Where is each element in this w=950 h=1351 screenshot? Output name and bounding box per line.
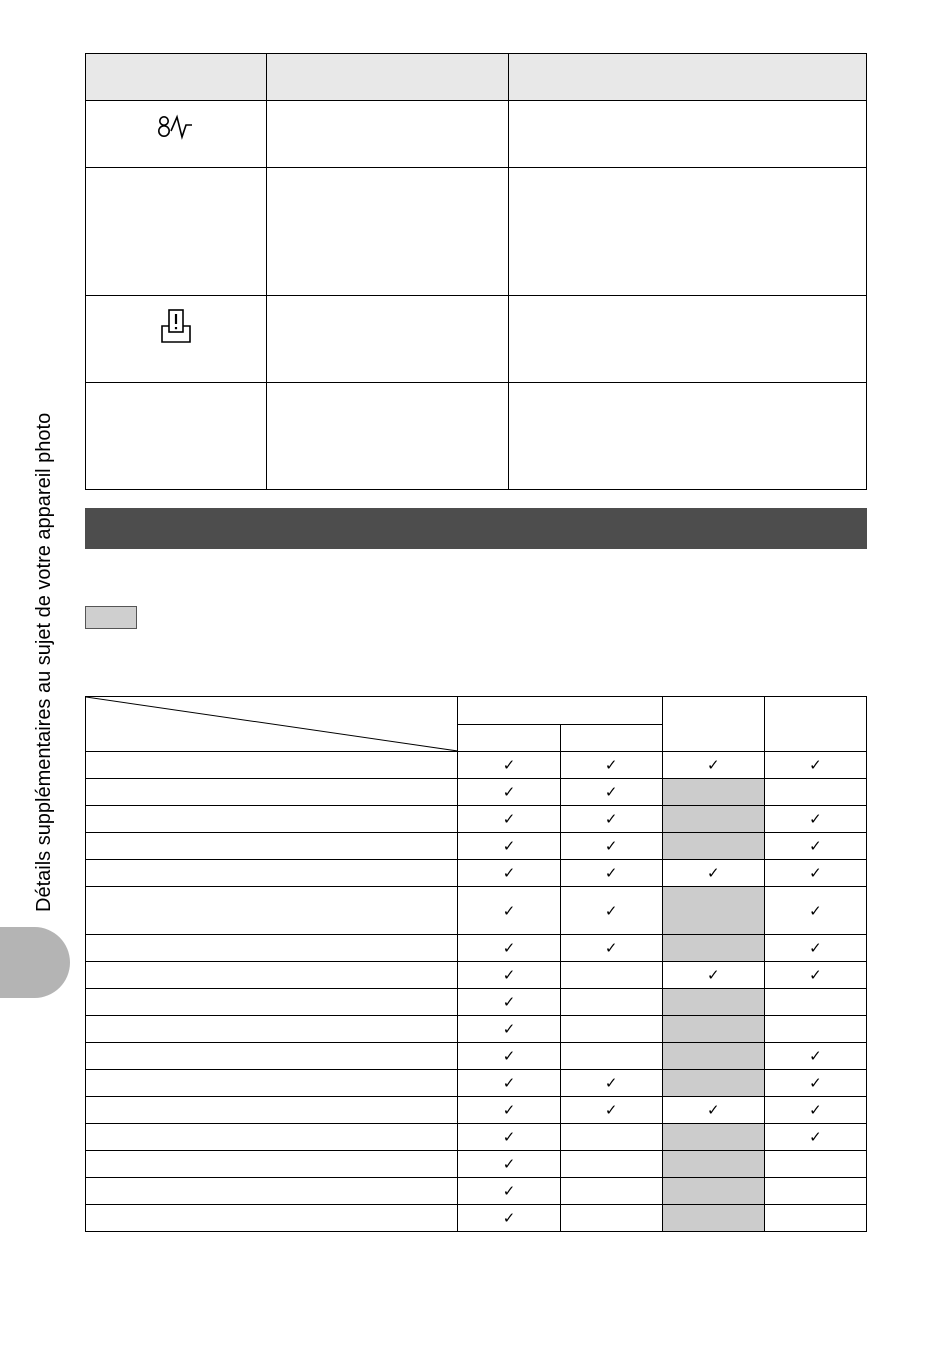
availability-cell xyxy=(560,1097,662,1124)
availability-cell xyxy=(560,1043,662,1070)
availability-cell xyxy=(560,1016,662,1043)
availability-cell xyxy=(458,887,560,935)
check-mark-icon: ✓ xyxy=(809,1075,822,1092)
function-table-row xyxy=(86,1124,867,1151)
function-label-cell xyxy=(86,887,458,935)
availability-cell xyxy=(458,1070,560,1097)
check-mark-icon: ✓ xyxy=(706,757,720,774)
error-table-icon-cell xyxy=(86,168,267,296)
function-table-row xyxy=(86,1097,867,1124)
availability-cell xyxy=(560,1070,662,1097)
check-mark-icon: ✓ xyxy=(809,865,822,882)
function-table-row xyxy=(86,752,867,779)
check-mark-icon: ✓ xyxy=(502,1183,516,1200)
check-mark-icon: ✓ xyxy=(809,811,822,828)
check-mark-icon: ✓ xyxy=(604,757,618,774)
check-mark-icon: ✓ xyxy=(604,1075,618,1092)
check-mark-icon: ✓ xyxy=(502,940,516,957)
function-table-row xyxy=(86,962,867,989)
legend-shaded-chip xyxy=(85,606,137,629)
check-mark-icon: ✓ xyxy=(502,811,516,828)
check-mark-icon: ✓ xyxy=(502,1129,516,1146)
function-table-header-cell xyxy=(764,697,866,752)
availability-cell xyxy=(764,962,866,989)
function-availability-table xyxy=(85,696,867,1232)
availability-cell xyxy=(458,833,560,860)
availability-cell xyxy=(458,1097,560,1124)
availability-cell xyxy=(764,989,866,1016)
function-table-row xyxy=(86,887,867,935)
error-table-row xyxy=(86,101,867,168)
availability-cell xyxy=(662,833,764,860)
check-mark-icon: ✓ xyxy=(502,757,516,774)
availability-cell xyxy=(662,860,764,887)
error-table-row xyxy=(86,383,867,490)
availability-cell xyxy=(662,887,764,935)
function-table-row xyxy=(86,1016,867,1043)
check-mark-icon: ✓ xyxy=(502,1210,516,1227)
check-mark-icon: ✓ xyxy=(706,1102,720,1119)
availability-cell xyxy=(560,1178,662,1205)
availability-cell xyxy=(764,1097,866,1124)
check-mark-icon: ✓ xyxy=(604,784,618,801)
error-table-cell xyxy=(266,296,509,383)
error-table-header-cell xyxy=(266,54,509,101)
availability-cell xyxy=(560,833,662,860)
availability-cell xyxy=(764,1070,866,1097)
error-table-header-row xyxy=(86,54,867,101)
section-heading-bar xyxy=(85,508,867,549)
function-table-row xyxy=(86,1178,867,1205)
error-table-header-cell xyxy=(86,54,267,101)
check-mark-icon: ✓ xyxy=(502,784,516,801)
availability-cell xyxy=(662,1178,764,1205)
check-mark-icon: ✓ xyxy=(809,967,822,984)
availability-cell xyxy=(458,1151,560,1178)
function-label-cell xyxy=(86,1124,458,1151)
function-label-cell xyxy=(86,752,458,779)
availability-cell xyxy=(458,1043,560,1070)
availability-cell xyxy=(764,806,866,833)
check-mark-icon: ✓ xyxy=(809,940,822,957)
function-table-row xyxy=(86,1070,867,1097)
error-table-cell xyxy=(509,296,867,383)
error-table-header-cell xyxy=(509,54,867,101)
function-label-cell xyxy=(86,989,458,1016)
availability-cell xyxy=(764,860,866,887)
function-label-cell xyxy=(86,806,458,833)
error-table-cell xyxy=(266,168,509,296)
function-label-cell xyxy=(86,1151,458,1178)
error-table-row xyxy=(86,168,867,296)
error-table-cell xyxy=(509,383,867,490)
printer-error-icon xyxy=(156,308,196,344)
function-table-row xyxy=(86,989,867,1016)
availability-cell xyxy=(764,935,866,962)
error-table-icon-cell xyxy=(86,101,267,168)
function-table-header-row xyxy=(86,697,867,725)
battery-empty-icon xyxy=(156,113,196,145)
check-mark-icon: ✓ xyxy=(604,902,618,920)
check-mark-icon: ✓ xyxy=(502,838,516,855)
function-table-subheader-cell xyxy=(560,725,662,752)
check-mark-icon: ✓ xyxy=(604,1102,618,1119)
function-label-cell xyxy=(86,833,458,860)
error-table-cell xyxy=(509,168,867,296)
error-table-row xyxy=(86,296,867,383)
check-mark-icon: ✓ xyxy=(809,902,822,920)
availability-cell xyxy=(560,806,662,833)
availability-cell xyxy=(662,1124,764,1151)
function-label-cell xyxy=(86,779,458,806)
check-mark-icon: ✓ xyxy=(502,967,516,984)
function-table-corner-cell xyxy=(86,697,458,752)
availability-cell xyxy=(662,1016,764,1043)
availability-cell xyxy=(560,1205,662,1232)
availability-cell xyxy=(764,1178,866,1205)
availability-cell xyxy=(458,1205,560,1232)
availability-cell xyxy=(560,962,662,989)
error-table-cell xyxy=(509,101,867,168)
error-indication-table xyxy=(85,53,867,490)
availability-cell xyxy=(458,806,560,833)
check-mark-icon: ✓ xyxy=(502,1048,516,1065)
check-mark-icon: ✓ xyxy=(502,902,516,920)
function-label-cell xyxy=(86,935,458,962)
function-table-row xyxy=(86,1043,867,1070)
availability-cell xyxy=(662,1151,764,1178)
function-label-cell xyxy=(86,962,458,989)
function-table-row xyxy=(86,833,867,860)
error-table-icon-cell xyxy=(86,383,267,490)
availability-cell xyxy=(560,860,662,887)
function-table-header-cell xyxy=(662,697,764,752)
availability-cell xyxy=(458,989,560,1016)
check-mark-icon: ✓ xyxy=(604,940,618,957)
availability-cell xyxy=(764,887,866,935)
availability-cell xyxy=(764,1016,866,1043)
function-table-row xyxy=(86,1151,867,1178)
availability-cell xyxy=(662,752,764,779)
chapter-tab xyxy=(0,927,70,998)
check-mark-icon: ✓ xyxy=(502,865,516,882)
availability-cell xyxy=(458,962,560,989)
availability-cell xyxy=(662,1205,764,1232)
sidebar-chapter-title: Détails supplémentaires au sujet de votre appareil photo xyxy=(33,412,55,912)
function-label-cell xyxy=(86,1016,458,1043)
availability-cell xyxy=(764,1043,866,1070)
check-mark-icon: ✓ xyxy=(502,1156,516,1173)
check-mark-icon: ✓ xyxy=(809,1129,822,1146)
availability-cell xyxy=(662,806,764,833)
availability-cell xyxy=(764,752,866,779)
availability-cell xyxy=(458,1178,560,1205)
function-table-group-header xyxy=(458,697,662,725)
availability-cell xyxy=(458,752,560,779)
error-table-cell xyxy=(266,101,509,168)
availability-cell xyxy=(662,1070,764,1097)
availability-cell xyxy=(560,779,662,806)
check-mark-icon: ✓ xyxy=(502,994,516,1011)
check-mark-icon: ✓ xyxy=(809,838,822,855)
error-table-cell xyxy=(266,383,509,490)
availability-cell xyxy=(662,1043,764,1070)
function-table-row xyxy=(86,806,867,833)
function-label-cell xyxy=(86,1178,458,1205)
check-mark-icon: ✓ xyxy=(604,838,618,855)
function-label-cell xyxy=(86,1043,458,1070)
availability-cell xyxy=(560,752,662,779)
availability-cell xyxy=(458,860,560,887)
check-mark-icon: ✓ xyxy=(706,865,720,882)
availability-cell xyxy=(764,779,866,806)
check-mark-icon: ✓ xyxy=(809,1102,822,1119)
availability-cell xyxy=(662,989,764,1016)
function-table-subheader-cell xyxy=(458,725,560,752)
function-table-row xyxy=(86,1205,867,1232)
check-mark-icon: ✓ xyxy=(502,1102,516,1119)
availability-cell xyxy=(560,935,662,962)
availability-cell xyxy=(764,1124,866,1151)
check-mark-icon: ✓ xyxy=(809,1048,822,1065)
availability-cell xyxy=(662,962,764,989)
availability-cell xyxy=(662,779,764,806)
availability-cell xyxy=(458,935,560,962)
check-mark-icon: ✓ xyxy=(604,865,618,882)
check-mark-icon: ✓ xyxy=(809,757,822,774)
function-label-cell xyxy=(86,860,458,887)
function-label-cell xyxy=(86,1097,458,1124)
availability-cell xyxy=(560,1124,662,1151)
function-table-row xyxy=(86,779,867,806)
check-mark-icon: ✓ xyxy=(604,811,618,828)
availability-cell xyxy=(560,989,662,1016)
function-table-row xyxy=(86,860,867,887)
availability-cell xyxy=(458,1016,560,1043)
availability-cell xyxy=(458,1124,560,1151)
availability-cell xyxy=(458,779,560,806)
error-table-icon-cell xyxy=(86,296,267,383)
availability-cell xyxy=(662,1097,764,1124)
availability-cell xyxy=(560,1151,662,1178)
check-mark-icon: ✓ xyxy=(706,967,720,984)
availability-cell xyxy=(764,1205,866,1232)
availability-cell xyxy=(662,935,764,962)
availability-cell xyxy=(764,833,866,860)
function-label-cell xyxy=(86,1205,458,1232)
function-label-cell xyxy=(86,1070,458,1097)
check-mark-icon: ✓ xyxy=(502,1075,516,1092)
diagonal-divider xyxy=(86,697,457,751)
availability-cell xyxy=(560,887,662,935)
check-mark-icon: ✓ xyxy=(502,1021,516,1038)
function-table-row xyxy=(86,935,867,962)
availability-cell xyxy=(764,1151,866,1178)
